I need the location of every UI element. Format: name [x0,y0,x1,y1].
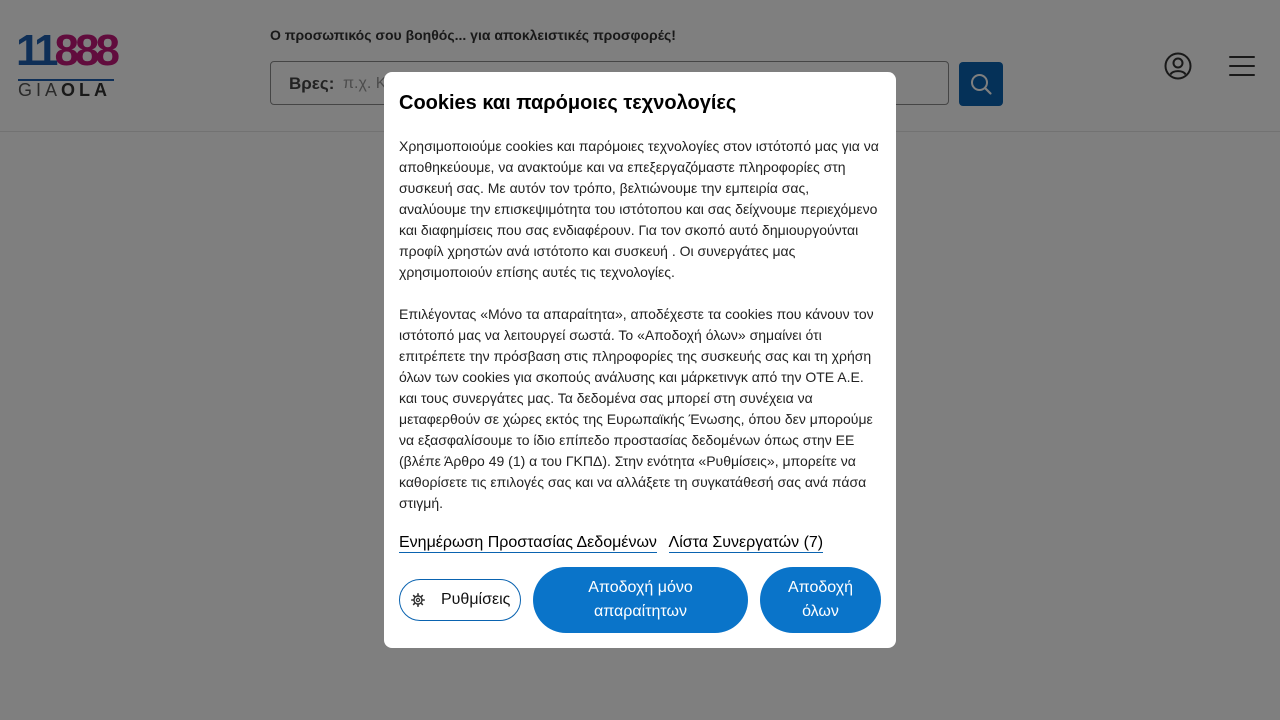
cookie-dialog-body [399,136,879,535]
cookie-settings-button[interactable] [399,579,521,621]
cookie-settings-label: Ρυθμίσεις [441,591,511,608]
cookie-paragraph-2: Επιλέγοντας «Μόνο τα απαραίτητα», αποδέχεστε τα cookies που κάνουν τον ιστότοπό μας να λειτουργεί σωστά. Το «Αποδοχή όλων» σημαίνει ότι επιτρέπετε την πρόσβαση στις πληροφορίες της συσκευής σας και τη χρήση όλων των cookies για σκοπούς ανάλυσης και μάρκετινγκ από την ΟΤΕ Α.Ε. και τους συνεργάτες μας. Τα δεδομένα σας μπορεί στη συνέχεια να μεταφερθούν σε χώρες εκτός της Ευρωπαϊκής Ένωσης, όπου δεν μπορούμε να εξασφαλίσουμε το ίδιο επίπεδο προστασίας δεδομένων όπως στην ΕΕ (βλέπε Άρθρο 49 (1) α του ΓΚΠΔ). Στην ενότητα «Ρυθμίσεις», μπορείτε να καθορίσετε τις επιλογές σας και να αλλάξετε τη συγκατάθεσή σας ανά πάσα στιγμή. [399,306,874,511]
gear-icon [410,592,426,613]
cookie-consent-dialog [384,72,896,648]
privacy-policy-link[interactable]: Ενημέρωση Προστασίας Δεδομένων [399,534,657,551]
accept-all-button[interactable]: Αποδοχή όλων [760,567,881,633]
cookie-links [399,534,831,552]
accept-necessary-button[interactable]: Αποδοχή μόνο απαραίτητων [533,567,748,633]
cookie-paragraph-1: Χρησιμοποιούμε cookies και παρόμοιες τεχνολογίες στον ιστότοπό μας για να αποθηκεύουμε, να ανακτούμε και να επεξεργαζόμαστε πληροφορίες στη συσκευή σας. Με αυτόν τον τρόπο, βελτιώνουμε την εμπειρία σας, αναλύουμε την επισκεψιμότητα του ιστότοπου και σας δείχνουμε περιεχόμενο και διαφημίσεις που σας ενδιαφέρουν. Για τον σκοπό αυτό δημιουργούνται προφίλ χρηστών ανά ιστότοπο και συσκευή . Οι συνεργάτες μας χρησιμοποιούν επίσης αυτές τις τεχνολογίες. [399,138,879,280]
cookie-dialog-title: Cookies και παρόμοιες τεχνολογίες [399,92,737,114]
partners-list-link[interactable]: Λίστα Συνεργατών (7) [668,534,824,551]
